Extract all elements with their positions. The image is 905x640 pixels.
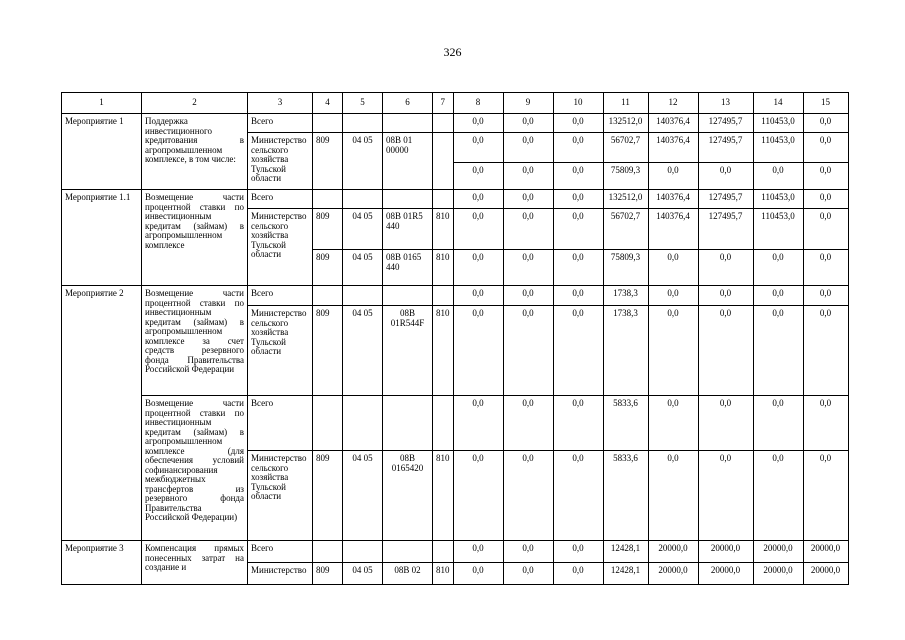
expense-type-code: 810: [433, 209, 454, 250]
value-cell: 20000,0: [698, 563, 753, 585]
value-cell: 140376,4: [648, 114, 698, 133]
header-cell: 6: [383, 93, 433, 114]
value-cell: 0,0: [803, 451, 848, 541]
measure-label: Мероприятие 1: [62, 114, 142, 190]
measure-label: Мероприятие 1.1: [62, 190, 142, 286]
value-cell: 132512,0: [603, 190, 648, 209]
value-cell: 0,0: [503, 396, 553, 451]
value-cell: 0,0: [553, 306, 603, 396]
expense-type-code: 810: [433, 563, 454, 585]
value-cell: 0,0: [553, 286, 603, 306]
grbs-code: 809: [313, 563, 343, 585]
value-cell: 0,0: [648, 306, 698, 396]
value-cell: 20000,0: [803, 563, 848, 585]
value-cell: 0,0: [503, 306, 553, 396]
section-code: 04 05: [343, 563, 383, 585]
value-cell: 20000,0: [803, 541, 848, 563]
header-cell: 3: [248, 93, 313, 114]
header-cell: 12: [648, 93, 698, 114]
grbs-code: 809: [313, 133, 343, 190]
value-cell: 0,0: [553, 563, 603, 585]
value-cell: 0,0: [648, 396, 698, 451]
total-label: Всего: [248, 396, 313, 451]
grbs-code: 809: [313, 250, 343, 286]
total-label: Всего: [248, 286, 313, 306]
table-row: [62, 396, 849, 451]
value-cell: 0,0: [503, 133, 553, 163]
expense-type-code: 810: [433, 306, 454, 396]
header-cell: 8: [453, 93, 503, 114]
value-cell: 0,0: [753, 163, 803, 190]
value-cell: 1738,3: [603, 306, 648, 396]
value-cell: 12428,1: [603, 541, 648, 563]
value-cell: 0,0: [648, 451, 698, 541]
target-article-code: 08В 01R5 440: [383, 209, 433, 250]
value-cell: 0,0: [503, 541, 553, 563]
value-cell: 5833,6: [603, 396, 648, 451]
value-cell: 0,0: [553, 541, 603, 563]
header-cell: 15: [803, 93, 848, 114]
value-cell: 0,0: [753, 286, 803, 306]
value-cell: 75809,3: [603, 163, 648, 190]
value-cell: 127495,7: [698, 209, 753, 250]
value-cell: 0,0: [698, 250, 753, 286]
value-cell: 0,0: [553, 250, 603, 286]
total-label: Всего: [248, 541, 313, 563]
header-cell: 11: [603, 93, 648, 114]
section-code: 04 05: [343, 306, 383, 396]
value-cell: 0,0: [753, 306, 803, 396]
value-cell: 0,0: [698, 451, 753, 541]
total-label: Всего: [248, 190, 313, 209]
value-cell: 0,0: [803, 396, 848, 451]
value-cell: 127495,7: [698, 190, 753, 209]
grbs-code: 809: [313, 209, 343, 250]
value-cell: 12428,1: [603, 563, 648, 585]
value-cell: 0,0: [553, 133, 603, 163]
ministry-name: Министерство сельского хозяйства Тульской области: [248, 451, 313, 541]
header-cell: 14: [753, 93, 803, 114]
total-label: Всего: [248, 114, 313, 133]
value-cell: 0,0: [553, 396, 603, 451]
target-article-code: 08В 01 00000: [383, 133, 433, 190]
value-cell: 0,0: [803, 114, 848, 133]
expense-type-code: 810: [433, 451, 454, 541]
target-article-code: 08В 02: [383, 563, 433, 585]
grbs-code: 809: [313, 306, 343, 396]
value-cell: 0,0: [803, 250, 848, 286]
value-cell: 0,0: [453, 396, 503, 451]
value-cell: 0,0: [503, 563, 553, 585]
value-cell: 0,0: [503, 451, 553, 541]
value-cell: 0,0: [648, 286, 698, 306]
value-cell: 0,0: [503, 250, 553, 286]
measure-description: Возмещение части процентной ставки по инвестиционным кредитам (займам) в агропромышленном комплексе: [142, 190, 248, 286]
value-cell: 20000,0: [648, 541, 698, 563]
value-cell: 0,0: [503, 190, 553, 209]
value-cell: 5833,6: [603, 451, 648, 541]
measure-description: Поддержка инвестиционного кредитования в агропромышленном комплексе, в том числе:: [142, 114, 248, 190]
table-row: [62, 190, 849, 209]
section-code: 04 05: [343, 451, 383, 541]
value-cell: 110453,0: [753, 209, 803, 250]
table-row: [62, 541, 849, 563]
header-cell: 4: [313, 93, 343, 114]
value-cell: 127495,7: [698, 114, 753, 133]
value-cell: 0,0: [453, 563, 503, 585]
value-cell: 0,0: [698, 163, 753, 190]
value-cell: 0,0: [553, 114, 603, 133]
value-cell: 0,0: [453, 451, 503, 541]
value-cell: 56702,7: [603, 209, 648, 250]
target-article-code: 08В 0165420: [383, 451, 433, 541]
value-cell: 0,0: [453, 286, 503, 306]
ministry-name: Министерство сельского хозяйства Тульской области: [248, 306, 313, 396]
measure-label: Мероприятие 2: [62, 286, 142, 541]
table-row: [62, 286, 849, 306]
value-cell: 0,0: [698, 396, 753, 451]
section-code: 04 05: [343, 209, 383, 250]
value-cell: 0,0: [803, 306, 848, 396]
value-cell: 140376,4: [648, 209, 698, 250]
value-cell: 1738,3: [603, 286, 648, 306]
value-cell: 0,0: [553, 190, 603, 209]
value-cell: 0,0: [698, 286, 753, 306]
value-cell: 0,0: [503, 163, 553, 190]
page-number: 326: [443, 45, 462, 59]
ministry-name: Министерство сельского хозяйства Тульской области: [248, 133, 313, 190]
measure-label: Мероприятие 3: [62, 541, 142, 585]
target-article-code: 08В 0165 440: [383, 250, 433, 286]
measure-description: Возмещение части процентной ставки по инвестиционным кредитам (займам) в агропромышленном комплексе (для обеспечения условий софинансирования межбюджетных трансфертов из резервного фонда Правительства Российской Федерации): [142, 396, 248, 541]
value-cell: 0,0: [753, 451, 803, 541]
value-cell: 0,0: [453, 209, 503, 250]
value-cell: 140376,4: [648, 133, 698, 163]
header-cell: 5: [343, 93, 383, 114]
value-cell: 0,0: [453, 133, 503, 163]
value-cell: 0,0: [553, 163, 603, 190]
target-article-code: 08В 01R544F: [383, 306, 433, 396]
header-cell: 2: [142, 93, 248, 114]
header-row: [62, 93, 849, 114]
value-cell: 0,0: [803, 286, 848, 306]
value-cell: 0,0: [753, 396, 803, 451]
value-cell: 0,0: [648, 250, 698, 286]
measure-description: Возмещение части процентной ставки по инвестиционным кредитам (займам) в агропромышленном комплексе за счет средств резервного фонда Правительства Российской Федерации: [142, 286, 248, 396]
value-cell: 0,0: [803, 163, 848, 190]
value-cell: 0,0: [698, 306, 753, 396]
value-cell: 0,0: [553, 209, 603, 250]
value-cell: 0,0: [453, 163, 503, 190]
value-cell: 0,0: [453, 190, 503, 209]
value-cell: 0,0: [503, 114, 553, 133]
value-cell: 110453,0: [753, 114, 803, 133]
value-cell: 20000,0: [698, 541, 753, 563]
ministry-name: Министерство сельского хозяйства Тульской области: [248, 209, 313, 286]
header-cell: 1: [62, 93, 142, 114]
value-cell: 110453,0: [753, 133, 803, 163]
value-cell: 0,0: [503, 209, 553, 250]
table-row: [62, 114, 849, 133]
value-cell: 0,0: [803, 133, 848, 163]
value-cell: 0,0: [453, 541, 503, 563]
value-cell: 0,0: [453, 306, 503, 396]
value-cell: 20000,0: [648, 563, 698, 585]
header-cell: 10: [553, 93, 603, 114]
value-cell: 0,0: [803, 209, 848, 250]
value-cell: 0,0: [753, 250, 803, 286]
value-cell: 0,0: [453, 250, 503, 286]
value-cell: 20000,0: [753, 563, 803, 585]
header-cell: 9: [503, 93, 553, 114]
value-cell: 127495,7: [698, 133, 753, 163]
value-cell: 0,0: [803, 190, 848, 209]
section-code: 04 05: [343, 250, 383, 286]
header-cell: 13: [698, 93, 753, 114]
value-cell: 132512,0: [603, 114, 648, 133]
header-cell: 7: [433, 93, 454, 114]
grbs-code: 809: [313, 451, 343, 541]
value-cell: 0,0: [553, 451, 603, 541]
budget-table: [61, 92, 849, 585]
section-code: 04 05: [343, 133, 383, 190]
value-cell: 0,0: [648, 163, 698, 190]
value-cell: 0,0: [503, 286, 553, 306]
value-cell: 75809,3: [603, 250, 648, 286]
expense-type-code: 810: [433, 250, 454, 286]
value-cell: 140376,4: [648, 190, 698, 209]
value-cell: 0,0: [453, 114, 503, 133]
value-cell: 20000,0: [753, 541, 803, 563]
value-cell: 110453,0: [753, 190, 803, 209]
ministry-name: Министерство: [248, 563, 313, 585]
measure-description: Компенсация прямых понесенных затрат на создание и: [142, 541, 248, 585]
value-cell: 56702,7: [603, 133, 648, 163]
